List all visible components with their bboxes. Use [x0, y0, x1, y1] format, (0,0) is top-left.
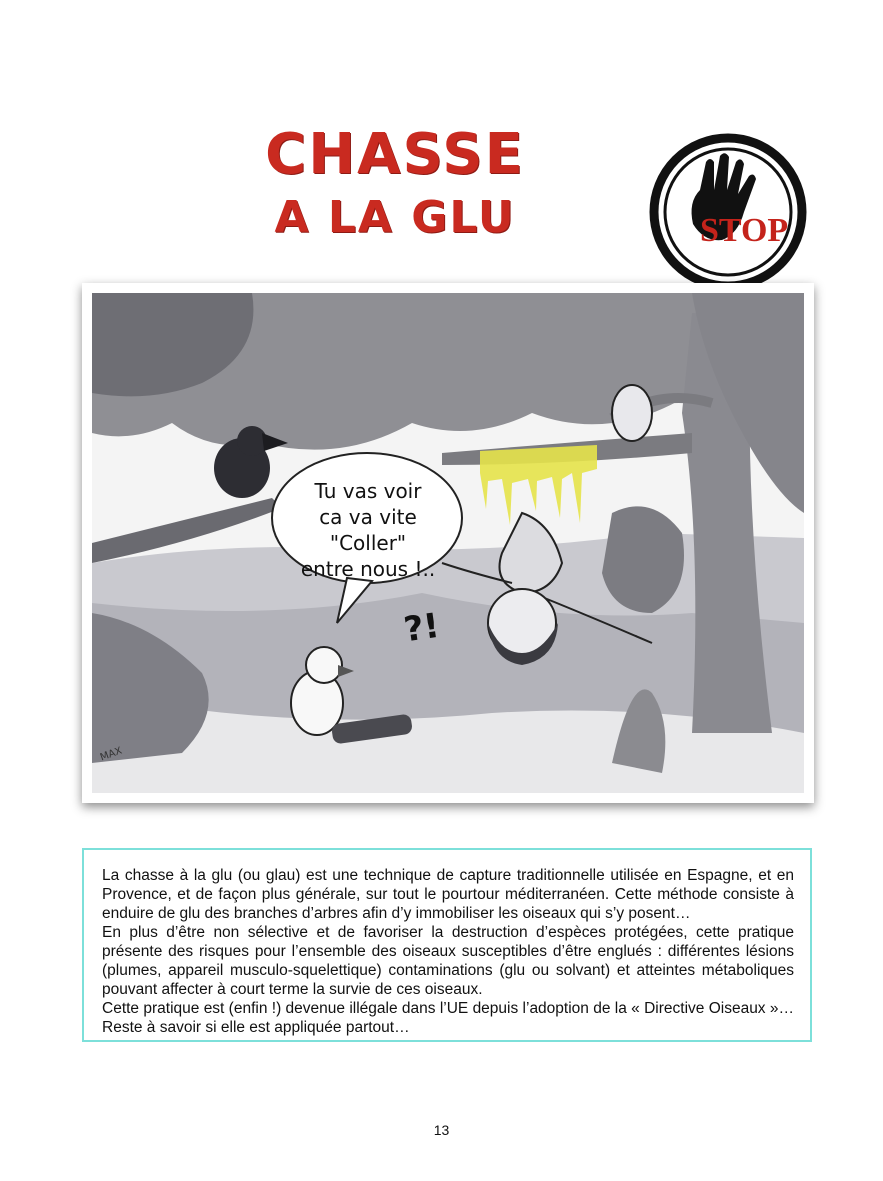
stop-badge	[648, 132, 808, 292]
speech-line-1: Tu vas voir	[314, 479, 422, 503]
description-box	[82, 848, 812, 1042]
title-line-1: CHASSE	[265, 122, 525, 187]
speech-line-3: entre nous !..	[300, 557, 436, 581]
paragraph-2: En plus d’être non sélective et de favoriser la destruction d’espèces protégées, cette pratique présente des risques pour l’ensemble des oiseaux susceptibles d’être englués : différentes lésions (plumes, appareil musculo-squelettique) contaminations (glu ou solvant) et atteintes métaboliques pouvant affecter à court terme la survie de ces oiseaux.	[102, 924, 794, 998]
paragraph-1: La chasse à la glu (ou glau) est une technique de capture traditionnelle utilisée en Espagne, et en Provence, et de façon plus générale, sur tout le pourtour méditerranéen. Cette méthode consiste à enduire de glu des branches d’arbres afin d’y immobiliser les oiseaux qui s’y posent…	[102, 867, 794, 922]
title-line-2: A LA GLU	[274, 192, 516, 243]
speech-bubble-text	[288, 478, 448, 582]
page-number: 13	[433, 1122, 450, 1138]
cartoon-illustration	[82, 283, 814, 803]
artist-signature: MAX	[98, 745, 124, 764]
exclamation-mark: ?!	[401, 605, 442, 651]
speech-line-2: ca va vite "Coller"	[319, 505, 417, 555]
paragraph-3: Cette pratique est (enfin !) devenue illégale dans l’UE depuis l’adoption de la « Directive Oiseaux »… Reste à savoir si elle est appliquée partout…	[102, 1000, 794, 1036]
stop-text: STOP	[700, 212, 789, 249]
cartoon-drawing	[92, 293, 804, 793]
